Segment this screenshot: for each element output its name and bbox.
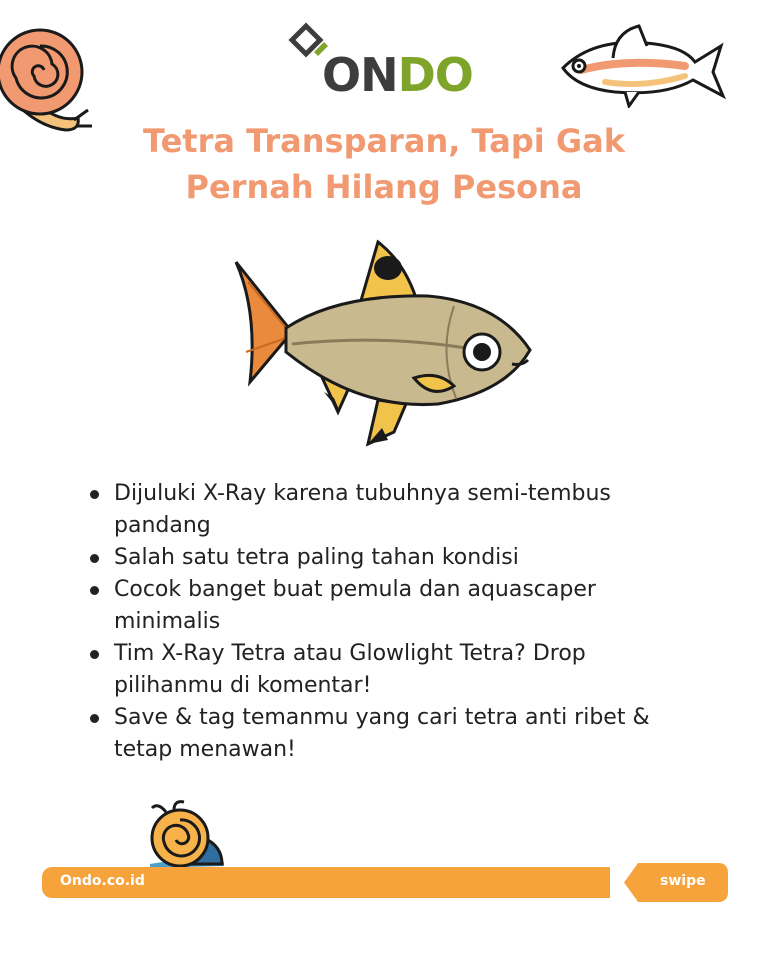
list-item: Tim X-Ray Tetra atau Glowlight Tetra? Drop pilihanmu di komentar! xyxy=(88,638,688,702)
bullet-icon xyxy=(90,714,99,723)
logo-on: ON xyxy=(322,48,398,102)
swipe-label[interactable]: swipe xyxy=(660,873,706,889)
list-item: Save & tag temanmu yang cari tetra anti ribet & tetap menawan! xyxy=(88,702,688,766)
logo-text xyxy=(322,48,473,102)
list-item: Salah satu tetra paling tahan kondisi xyxy=(88,542,688,574)
bullet-icon xyxy=(90,586,99,595)
page-title xyxy=(80,118,688,210)
list-item: Dijuluki X-Ray karena tubuhnya semi-tembus pandang xyxy=(88,478,688,542)
bullet-icon xyxy=(90,554,99,563)
bullet-icon xyxy=(90,650,99,659)
small-snail-icon xyxy=(144,798,230,870)
title-line-2: Pernah Hilang Pesona xyxy=(185,168,583,206)
title-line-1: Tetra Transparan, Tapi Gak xyxy=(142,122,625,160)
bullet-icon xyxy=(90,490,99,499)
site-link[interactable]: Ondo.co.id xyxy=(60,873,145,889)
neon-tetra-icon xyxy=(555,18,727,108)
list-item: Cocok banget buat pemula dan aquascaper minimalis xyxy=(88,574,688,638)
logo-do: DO xyxy=(397,48,473,102)
ondo-logo xyxy=(288,22,488,102)
xray-tetra-illustration xyxy=(228,232,540,454)
feature-list xyxy=(88,478,688,766)
